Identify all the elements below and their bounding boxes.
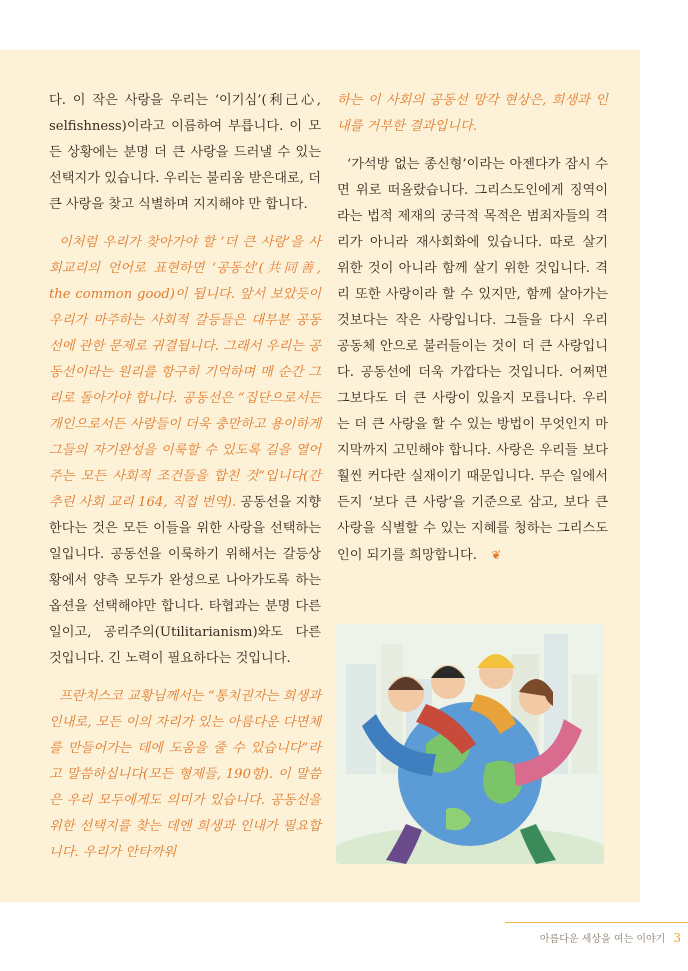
left-paragraph-1: 다. 이 작은 사랑을 우리는 ‘이기심’(利己心, selfishness)이라고 이름하여 부릅니다. 이 모든 상황에는 분명 더 큰 사랑을 드러낼 수 있는 선택지가 있습니다. 우리는 불리움 받은대로, 더 큰 사랑을 찾고 식별하며 지지해야 만 합니다. <box>49 93 321 212</box>
left-paragraph-2-rest: 공동선을 지향한다는 것은 모든 이들을 위한 사랑을 선택하는 일입니다. 공동선을 이룩하기 위해서는 갈등상황에서 양측 모두가 완성으로 나아가도록 하는 옵션을 선택해야만 합니다. 타협과는 분명 다른 일이고, 공리주의(Utilitarianism)와도 다른 것입니다. 긴 노력이 필요하다는 것입니다. <box>49 495 321 666</box>
footer-divider <box>505 922 688 923</box>
right-paragraph-2 <box>337 152 608 569</box>
footer <box>481 930 681 950</box>
left-paragraph-3 <box>49 684 321 866</box>
page-number: 3 <box>673 931 681 945</box>
left-paragraph-2 <box>49 230 321 672</box>
globe-people-illustration <box>336 624 604 864</box>
left-paragraph-2-emphasis: 이처럼 우리가 찾아가야 할 ‘더 큰 사랑’을 사회교리의 언어로 표현하면 ‘공동선’(共同善, the common good)이 됩니다. 앞서 보았듯이 우리가 마주하는 사회적 갈등들은 대부분 공동선에 관한 문제로 귀결됩니다. 그래서 우리는 공동선이라는 원리를 항구히 기억하며 매 순간 그리로 돌아가야 합니다. 공동선은 “집단으로서든 개인으로서든 사람들이 더욱 충만하고 용이하게 그들의 자기완성을 이룩할 수 있도록 길을 열어주는 모든 사회적 조건들을 합친 것”입니다(간추린 사회 교리 164, 직접 번역). <box>49 235 321 510</box>
left-paragraph-3-emphasis: 프란치스코 교황님께서는 “통치권자는 희생과 인내로, 모든 이의 자리가 있는 아름다운 다면체를 만들어가는 데에 도움을 줄 수 있습니다”라고 말씀하십니다(모든 형제들, 190항). 이 말씀은 우리 모두에게도 의미가 있습니다. 공동선을 위한 선택지를 찾는 데엔 희생과 인내가 필요합니다. 우리가 안타까워 <box>49 689 321 860</box>
left-column <box>49 88 321 866</box>
leaf-end-icon: ❦ <box>491 548 502 562</box>
right-paragraph-2-text: ‘가석방 없는 종신형’이라는 아젠다가 잠시 수면 위로 떠올랐습니다. 그리스도인에게 징역이라는 법적 제재의 궁극적 목적은 범죄자들의 격리가 아니라 재사회화에 있습니다. 따로 살기 위한 것이 아니라 함께 살기 위한 것입니다. 격리 또한 사랑이라 할 수 있지만, 함께 살아가는 것보다는 작은 사랑입니다. 그들을 다시 우리 공동체 안으로 불러들이는 것이 더 큰 사랑입니다. 공동선에 더욱 가깝다는 것입니다. 어쩌면 그보다도 더 큰 사랑이 있을지 모릅니다. 우리는 더 큰 사랑을 할 수 있는 방법이 무엇인지 마지막까지 고민해야 합니다. 사랑은 우리들 보다 훨씬 커다란 실재이기 때문입니다. 무슨 일에서든지 ‘보다 큰 사랑’을 기준으로 삼고, 보다 큰 사랑을 식별할 수 있는 지혜를 청하는 그리스도인이 되기를 희망합니다. <box>337 157 608 563</box>
right-column <box>337 88 608 569</box>
illustration-people-hugging-globe <box>336 624 604 864</box>
right-paragraph-1 <box>337 88 608 140</box>
right-paragraph-1-emphasis: 하는 이 사회의 공동선 망각 현상은, 희생과 인내를 거부한 결과입니다. <box>337 93 608 134</box>
footer-title: 아름다운 세상을 여는 이야기 <box>539 934 666 945</box>
